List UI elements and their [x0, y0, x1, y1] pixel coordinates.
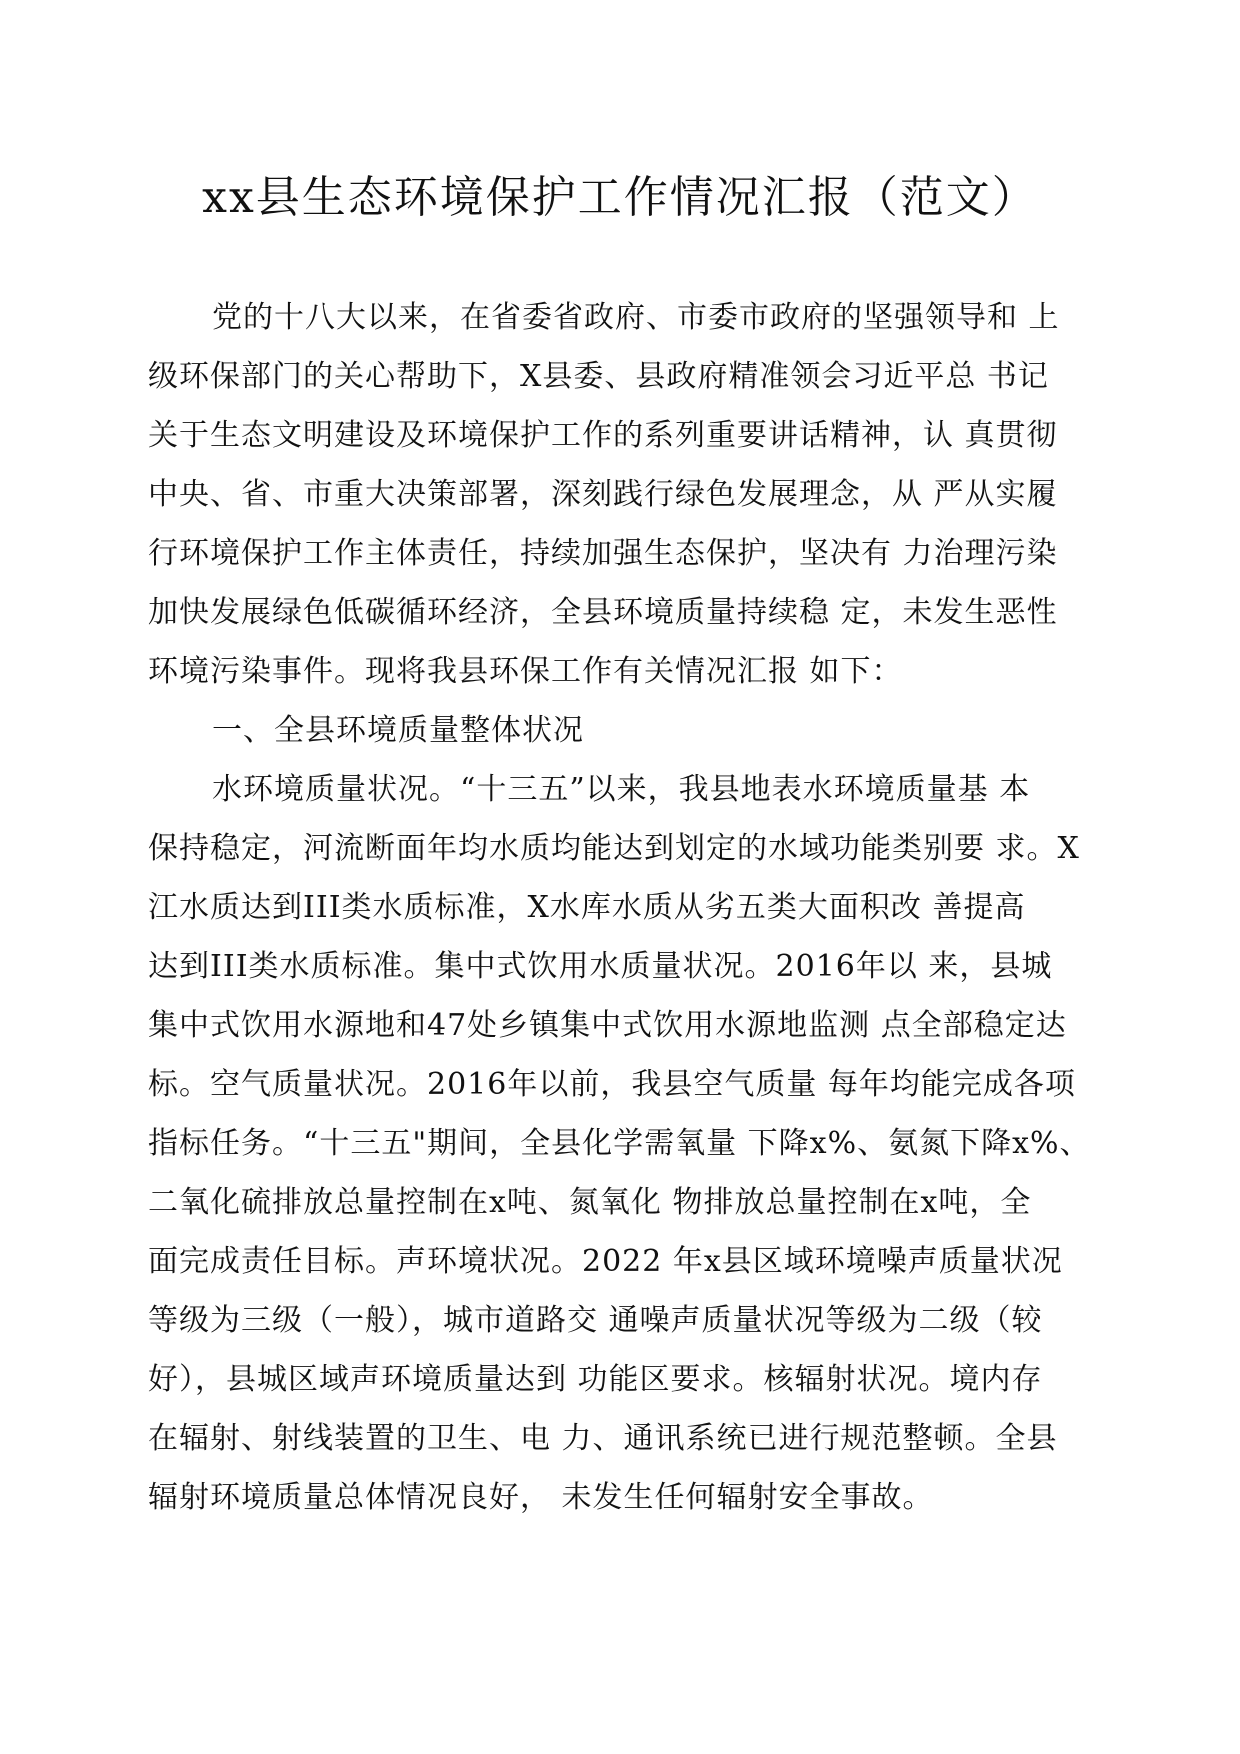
paragraph-line: 好），县城区域声环境质量达到 功能区要求。核辐射状况。境内存: [148, 1362, 1043, 1397]
paragraph-line: 达到III类水质标准。集中式饮用水质量状况。2016年以 来，县城: [148, 949, 1053, 984]
paragraph-line: 等级为三级（一般），城市道路交 通噪声质量状况等级为二级（较: [148, 1303, 1043, 1338]
document-body: [148, 288, 1091, 1527]
paragraph-line: 辐射环境质量总体情况良好， 未发生任何辐射安全事故。: [148, 1480, 934, 1515]
paragraph-line: 在辐射、射线装置的卫生、电 力、通讯系统已进行规范整顿。全县: [148, 1421, 1058, 1456]
paragraph-line: 关于生态文明建设及环境保护工作的系列重要讲话精神，认 真贯彻: [148, 418, 1058, 453]
paragraph-line: 集中式饮用水源地和47处乡镇集中式饮用水源地监测 点全部稳定达: [148, 1008, 1067, 1043]
paragraph-line: 二氧化硫排放总量控制在x吨、氮氧化 物排放总量控制在x吨，全: [148, 1185, 1032, 1220]
paragraph-line: 水环境质量状况。“十三五”以来，我县地表水环境质量基 本: [212, 772, 1031, 807]
paragraph-line: 保持稳定，河流断面年均水质均能达到划定的水域功能类别要 求。X: [148, 831, 1080, 866]
paragraph-line: 中央、省、市重大决策部署，深刻践行绿色发展理念，从 严从实履: [148, 477, 1058, 512]
paragraph-line: 标。空气质量状况。2016年以前，我县空气质量 每年均能完成各项: [148, 1067, 1076, 1102]
document-title: xx县生态环境保护工作情况汇报（范文）: [202, 172, 1038, 223]
paragraph-line: 行环境保护工作主体责任，持续加强生态保护，坚决有 力治理污染: [148, 536, 1058, 571]
paragraph-line: 党的十八大以来，在省委省政府、市委市政府的坚强领导和 上: [212, 300, 1060, 335]
paragraph-line: 面完成责任目标。声环境状况。2022 年x县区域环境噪声质量状况: [148, 1244, 1063, 1279]
section-heading: 一、全县环境质量整体状况: [212, 713, 584, 748]
paragraph-line: 环境污染事件。现将我县环保工作有关情况汇报 如下：: [148, 654, 903, 689]
paragraph-line: 加快发展绿色低碳循环经济，全县环境质量持续稳 定，未发生恶性: [148, 595, 1058, 630]
paragraph-line: 江水质达到III类水质标准，X水库水质从劣五类大面积改 善提高: [148, 890, 1026, 925]
paragraph-line: 指标任务。“十三五"期间，全县化学需氧量 下降x%、氨氮下降x%、: [148, 1126, 1091, 1161]
paragraph-line: 级环保部门的关心帮助下，X县委、县政府精准领会习近平总 书记: [148, 359, 1049, 394]
